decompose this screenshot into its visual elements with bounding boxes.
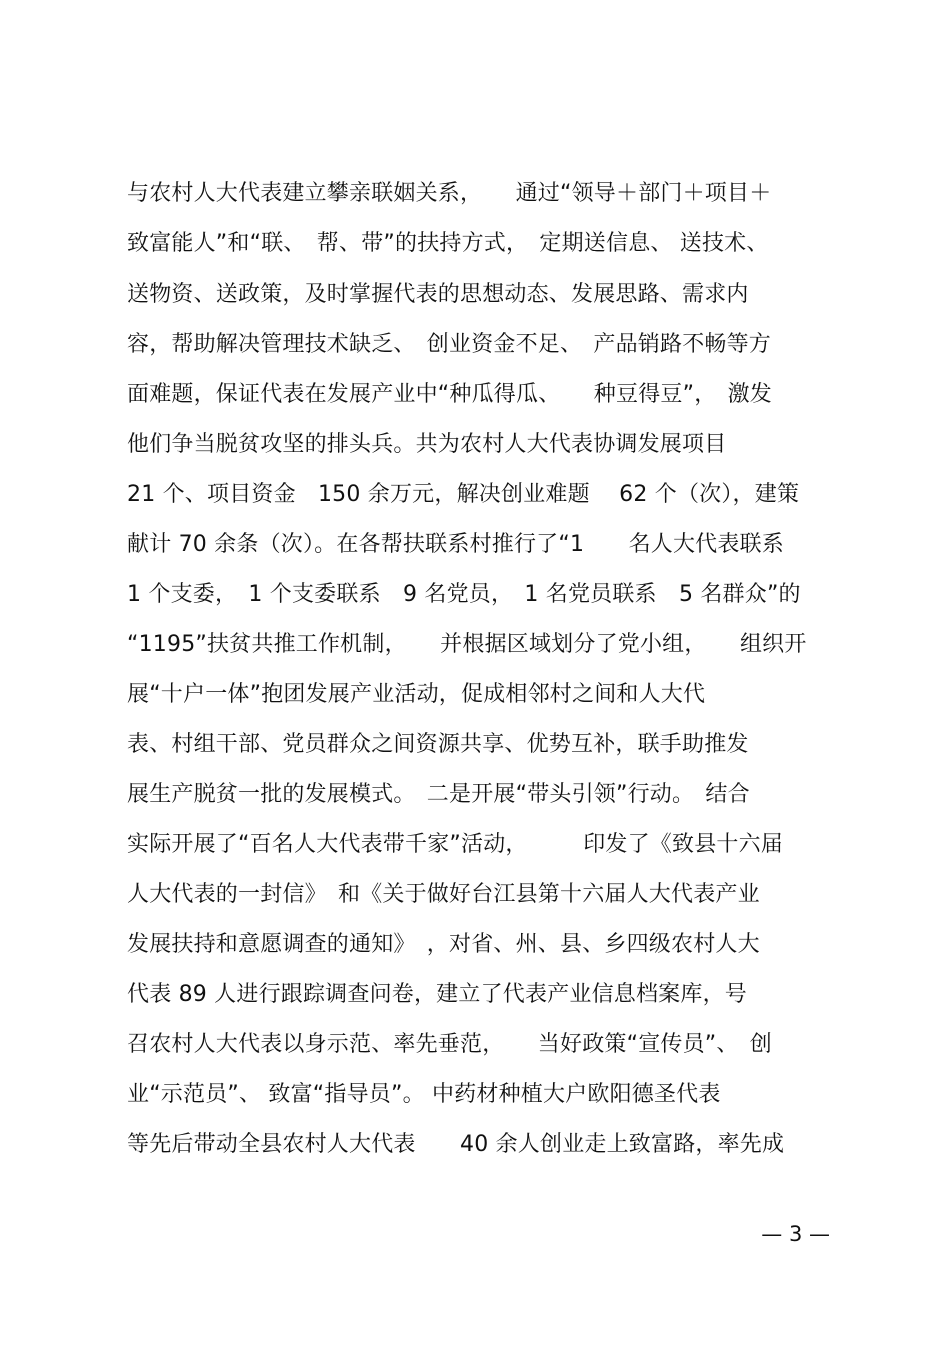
- body-line-16: 发展扶持和意愿调查的通知》 ，对省、州、县、乡四级农村人大: [127, 932, 760, 957]
- body-line-14: 实际开展了“百名人大代表带千家”活动， 印发了《致县十六届: [127, 832, 783, 857]
- body-line-8: 献计 70 余条（次）。在各帮扶联系村推行了“1 名人大代表联系: [127, 532, 784, 557]
- body-line-19: 业“示范员”、 致富“指导员”。 中药材种植大户欧阳德圣代表: [127, 1082, 721, 1107]
- body-line-7: 21 个、项目资金 150 余万元，解决创业难题 62 个（次），建策: [127, 482, 800, 507]
- body-line-15: 人大代表的一封信》 和《关于做好台江县第十六届人大代表产业: [127, 882, 760, 907]
- body-line-2: 致富能人”和“联、 帮、带”的扶持方式， 定期送信息、 送技术、: [127, 231, 769, 256]
- body-line-12: 表、村组干部、党员群众之间资源共享、优势互补，联手助推发: [127, 732, 749, 757]
- body-line-20: 等先后带动全县农村人大代表 40 余人创业走上致富路，率先成: [127, 1132, 785, 1157]
- body-line-1: 与农村人大代表建立攀亲联姻关系， 通过“领导＋部门＋项目＋: [127, 181, 772, 206]
- body-line-17: 代表 89 人进行跟踪调查问卷，建立了代表产业信息档案库，号: [127, 982, 747, 1007]
- body-line-3: 送物资、送政策，及时掌握代表的思想动态、发展思路、需求内: [127, 282, 749, 307]
- body-line-13: 展生产脱贫一批的发展模式。 二是开展“带头引领”行动。 结合: [127, 782, 750, 807]
- body-line-4: 容，帮助解决管理技术缺乏、 创业资金不足、 产品销路不畅等方: [127, 332, 772, 357]
- body-line-6: 他们争当脱贫攻坚的排头兵。共为农村人大代表协调发展项目: [127, 432, 727, 457]
- body-line-11: 展“十户一体”抱团发展产业活动，促成相邻村之间和人大代: [127, 682, 706, 707]
- page-number: — 3 —: [761, 1222, 830, 1246]
- body-line-9: 1 个支委， 1 个支委联系 9 名党员， 1 名党员联系 5 名群众”的: [127, 582, 801, 607]
- body-line-10: “1195”扶贫共推工作机制， 并根据区域划分了党小组， 组织开: [127, 632, 807, 657]
- body-line-18: 召农村人大代表以身示范、率先垂范， 当好政策“宣传员”、 创: [127, 1032, 772, 1057]
- body-line-5: 面难题，保证代表在发展产业中“种瓜得瓜、 种豆得豆”， 激发: [127, 382, 772, 407]
